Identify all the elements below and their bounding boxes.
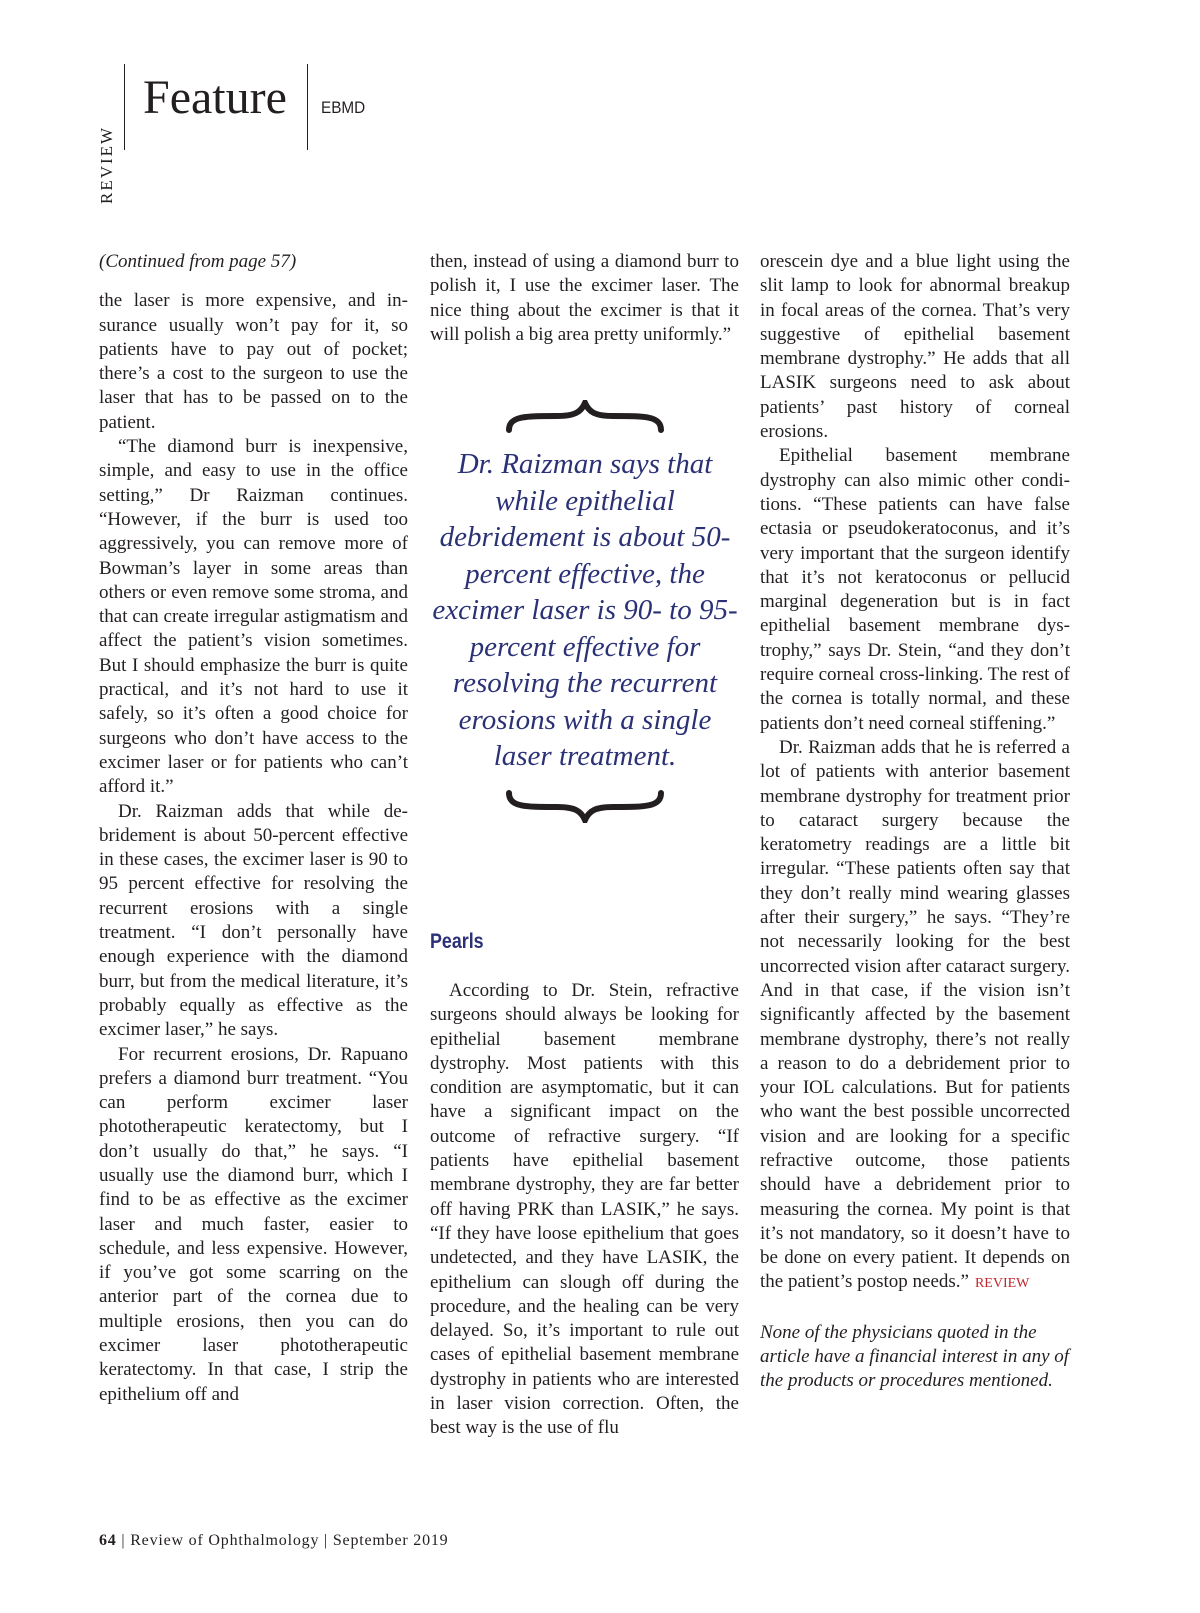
header-divider <box>307 64 308 150</box>
paragraph <box>760 736 1070 1297</box>
paragraph: the laser is more expensive, and insurance usually won’t pay for it, so patients have to pay out of pocket; there’s a cost to the surgeon to use the laser that has to be passed on to the patient. <box>99 290 408 433</box>
continued-note: (Continued from page 57) <box>99 251 297 272</box>
department-title: Feature <box>143 71 287 124</box>
rail-label: REVIEW <box>97 125 116 204</box>
paragraph: For recurrent erosions, Dr. Rapuano prefers a diamond burr treatment. “You can perform excimer laser phototherapeutic keratectomy, but I don’t usually do that,” he says. “I usually use the diamond burr, which I find to be as effective as the excimer laser and much faster, easier to schedule, and less expensive. However, if you’ve got some scarring on the anterior part of the cornea due to multiple erosions, then you can do excimer laser phototherapeutic keratectomy. In that case, I strip the epithelium off and <box>99 1043 408 1405</box>
disclosure-note: None of the physicians quoted in the article have a financial interest in any of the products or procedures mentioned. <box>760 1321 1070 1392</box>
page-footer <box>99 1532 448 1550</box>
paragraph-text: Dr. Raizman adds that he is referred a lot of patients with anterior basement membrane dystrophy for treatment prior to cataract surgery because the keratometry readings are a little bit irregular. “These patients often say that they don’t really mind wearing glasses after their surgery,” he says. “They’re not necessarily looking for the best uncorrected vision after cataract surgery. And in that case, if the vision isn’t significantly affected by the basement membrane dystrophy, there’s not really a reason to do a debridement prior to your IOL calculations. But for patients who want the best possible uncorrected vision and are looking for a specific refractive outcome, those patients should have a debridement prior to measuring the cornea. My point is that it’s not mandatory, so it doesn’t have to be done on every patient. It depends on the patient’s postop needs.” <box>760 736 1070 1293</box>
brace-top-icon <box>505 400 665 436</box>
paragraph: Dr. Raizman adds that while debridement is about 50-percent effective in these cases, the excimer laser is 90 to 95 percent effective for resolving the recurrent erosions with a single treatment. “I don’t personally have enough experience with the diamond burr, but from the medical literature, it’s probably equally as effective as the excimer laser,” he says. <box>99 800 408 1041</box>
paragraph: orescein dye and a blue light using the slit lamp to look for abnormal breakup in focal areas of the cornea. That’s very suggestive of epithelial basement membrane dystrophy.” He adds that all LASIK surgeons need to ask about patients’ past history of corneal erosions. <box>760 251 1070 443</box>
end-mark: REVIEW <box>974 1276 1030 1292</box>
section-label: EBMD <box>321 98 366 117</box>
subhead-pearls: Pearls <box>430 930 484 953</box>
article-column-3 <box>760 250 1070 1394</box>
pull-quote-text: Dr. Raizman says that while epithelial debridement is about 50-percent effective, the excimer laser is 90- to 95-percent effective for resolving the recurrent erosions with a single laser treatment. <box>432 448 738 772</box>
article-column-1 <box>99 250 408 1407</box>
article-column-2 <box>430 250 739 347</box>
page-number: 64 <box>99 1532 117 1549</box>
header-divider <box>124 64 125 150</box>
article-column-2-continued <box>430 979 739 1441</box>
paragraph: then, instead of using a diamond burr to polish it, I use the excimer laser. The nice thing about the excimer is that it will polish a big area pretty uniformly.” <box>430 251 739 345</box>
paragraph: “The diamond burr is inexpensive, simple, and easy to use in the office setting,” Dr Raizman continues. “However, if the burr is used too aggressively, you can remove more of Bowman’s layer in some areas than others or even remove some stroma, and that can create irregular astigmatism and affect the patient’s vision sometimes. But I should emphasize the burr is quite practical, and it’s not hard to use it safely, so it’s often a good choice for surgeons who don’t have access to the excimer laser or for patients who can’t afford it.” <box>99 436 408 798</box>
pull-quote <box>430 400 740 823</box>
paragraph: Epithelial basement membrane dystrophy can also mimic other conditions. “These patients can have false ectasia or pseudokeratoconus, and it’s very important that the surgeon identify that it’s not keratoconus or pellucid marginal degeneration but is in fact epithelial basement membrane dystrophy,” says Dr. Stein, “and they don’t require corneal cross-linking. The rest of the cornea is totally normal, and these patients don’t need corneal stiffening.” <box>760 445 1070 734</box>
folio-text: | Review of Ophthalmology | September 2019 <box>116 1532 449 1549</box>
paragraph: According to Dr. Stein, refractive surgeons should always be looking for epithelial basement membrane dystrophy. Most patients with this condition are asymptomatic, but it can have a significant impact on the outcome of refractive surgery. “If patients have epithelial basement membrane dystrophy, they are far better off having PRK than LASIK,” he says. “If they have loose epithelium that goes undetected, and they have LASIK, the epithelium can slough off during the procedure, and the healing can be very delayed. So, it’s important to rule out cases of epithelial basement membrane dystrophy in patients who are interested in laser vision correction. Often, the best way is the use of flu <box>430 980 739 1439</box>
brace-bottom-icon <box>505 787 665 823</box>
